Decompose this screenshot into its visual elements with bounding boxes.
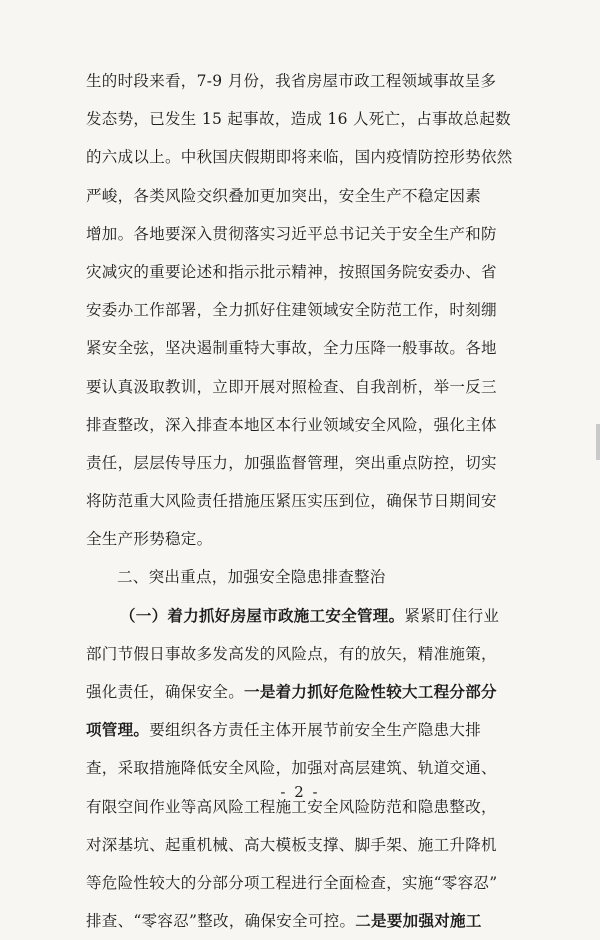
text-line: 全生产形势稳定。: [86, 530, 213, 549]
scan-edge-mark: [596, 424, 600, 460]
subsection-text: 紧紧盯住行业: [404, 606, 500, 625]
section-heading: 二、突出重点，加强安全隐患排查整治: [117, 568, 386, 587]
text-line: 严峻，各类风险交织叠加更加突出，安全生产不稳定因素: [86, 186, 482, 205]
text-line: 排查整改，深入排查本地区本行业领域安全风险，强化主体: [86, 415, 497, 434]
point-title: 一是着力抓好危险性较大工程分部分: [244, 682, 497, 701]
text-run: 强化责任，确保安全。: [86, 683, 245, 701]
text-line: 生的时段来看，7-9 月份，我省房屋市政工程领域事故呈多: [86, 72, 497, 90]
text-line: 将防范重大风险责任措施压紧压实压到位，确保节日期间安: [86, 492, 497, 511]
text-line: 发态势，已发生 15 起事故，造成 16 人死亡，占事故总起数: [86, 110, 511, 129]
text-line: 有限空间作业等高风险工程施工安全风险防范和隐患整改，: [86, 797, 497, 816]
text-line: 等危险性较大的分部分项工程进行全面检查，实施“零容忍”: [86, 873, 498, 892]
text-run: 要组织各方责任主体开展节前安全生产隐患大排: [149, 721, 482, 740]
text-line: 安委办工作部署，全力抓好住建领域安全防范工作，时刻绷: [86, 301, 497, 320]
page-number: - 2 -: [280, 783, 320, 801]
text-line: 的六成以上。中秋国庆假期即将来临，国内疫情防控形势依然: [86, 148, 513, 167]
text-line: 对深基坑、起重机械、高大模板支撑、脚手架、施工升降机: [86, 835, 497, 854]
text-line: [86, 673, 526, 711]
document-body: [86, 62, 526, 940]
text-line: 查，采取措施降低安全风险，加强对高层建筑、轨道交通、: [86, 759, 497, 778]
text-line: [86, 711, 526, 749]
text-line: 紧安全弦，坚决遏制重特大事故，全力压降一般事故。各地: [86, 339, 497, 358]
subsection-title: （一）着力抓好房屋市政施工安全管理。: [120, 605, 405, 625]
subsection-line: [86, 597, 526, 635]
text-run: 排查、“零容忍”整改，确保安全可控。: [86, 912, 356, 931]
point-title: 项管理。: [86, 720, 150, 740]
point-title: 二是要加强对施工: [355, 911, 482, 931]
text-line: 要认真汲取教训，立即开展对照检查、自我剖析，举一反三: [86, 377, 497, 396]
text-line: 增加。各地要深入贯彻落实习近平总书记关于安全生产和防: [86, 224, 497, 243]
text-line: 灾减灾的重要论述和指示批示精神，按照国务院安委办、省: [86, 262, 497, 281]
text-line: 部门节假日事故多发高发的风险点，有的放矢，精准施策，: [86, 644, 497, 663]
text-line: [86, 902, 526, 940]
text-line: 责任，层层传导压力，加强监督管理，突出重点防控，切实: [86, 453, 497, 472]
